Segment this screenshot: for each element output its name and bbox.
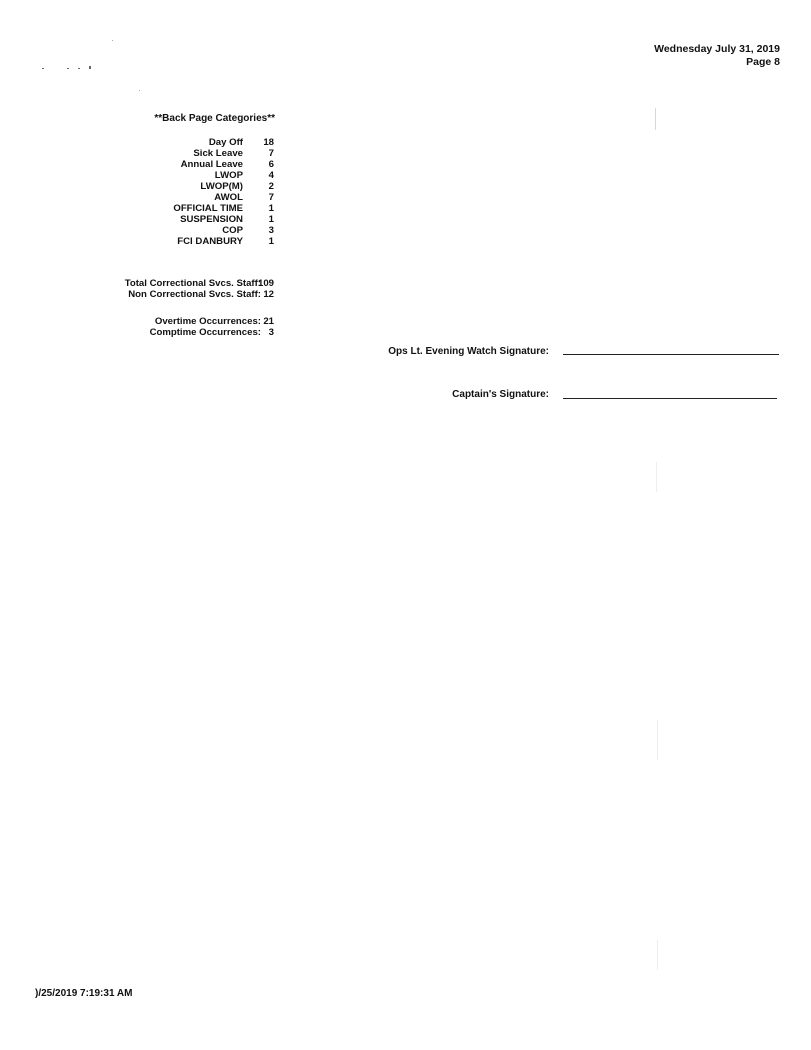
page-number: Page 8 [746, 56, 780, 68]
report-date: Wednesday July 31, 2019 [654, 43, 780, 55]
category-count: 6 [268, 159, 274, 170]
captain-signature-line[interactable] [563, 398, 777, 399]
category-label: Annual Leave [180, 159, 243, 170]
category-count: 7 [268, 192, 274, 203]
scan-mark [657, 720, 658, 760]
category-count: 7 [268, 148, 274, 159]
category-label: Day Off [208, 137, 243, 148]
category-row [0, 236, 811, 248]
captain-signature-label: Captain's Signature: [452, 389, 549, 400]
total-row [0, 327, 811, 339]
total-correctional-label: Total Correctional Svcs. Staff: [124, 278, 261, 289]
category-count: 4 [268, 170, 274, 181]
category-label: OFFICIAL TIME [173, 203, 243, 214]
comptime-label: Comptime Occurrences: [149, 327, 261, 338]
ops-lt-signature-label: Ops Lt. Evening Watch Signature: [388, 346, 549, 357]
category-count: 3 [268, 225, 274, 236]
category-count: 1 [268, 236, 274, 247]
scan-speck [112, 40, 113, 41]
comptime-value: 3 [268, 327, 274, 338]
scan-speck [67, 68, 69, 69]
scan-mark [657, 940, 658, 970]
total-correctional-value: 109 [257, 278, 274, 289]
total-row [0, 289, 811, 301]
overtime-value: 21 [263, 316, 274, 327]
category-count: 1 [268, 214, 274, 225]
non-correctional-value: 12 [263, 289, 274, 300]
category-label: SUSPENSION [180, 214, 243, 225]
category-label: Sick Leave [193, 148, 243, 159]
scan-mark [655, 108, 656, 130]
category-count: 1 [268, 203, 274, 214]
scan-speck [42, 68, 44, 69]
category-label: AWOL [214, 192, 243, 203]
scan-speck [139, 90, 140, 91]
overtime-label: Overtime Occurrences: [154, 316, 261, 327]
ops-lt-signature-line[interactable] [563, 354, 779, 355]
scan-speck [89, 66, 91, 69]
category-count: 2 [268, 181, 274, 192]
category-label: LWOP(M) [200, 181, 243, 192]
non-correctional-label: Non Correctional Svcs. Staff: [128, 289, 261, 300]
back-page-categories-title: **Back Page Categories** [154, 113, 275, 124]
category-label: LWOP [214, 170, 243, 181]
scan-speck [78, 68, 80, 69]
category-label: COP [222, 225, 243, 236]
category-label: FCI DANBURY [177, 236, 243, 247]
print-timestamp: )/25/2019 7:19:31 AM [35, 988, 133, 999]
category-count: 18 [263, 137, 274, 148]
scan-mark [656, 462, 657, 492]
